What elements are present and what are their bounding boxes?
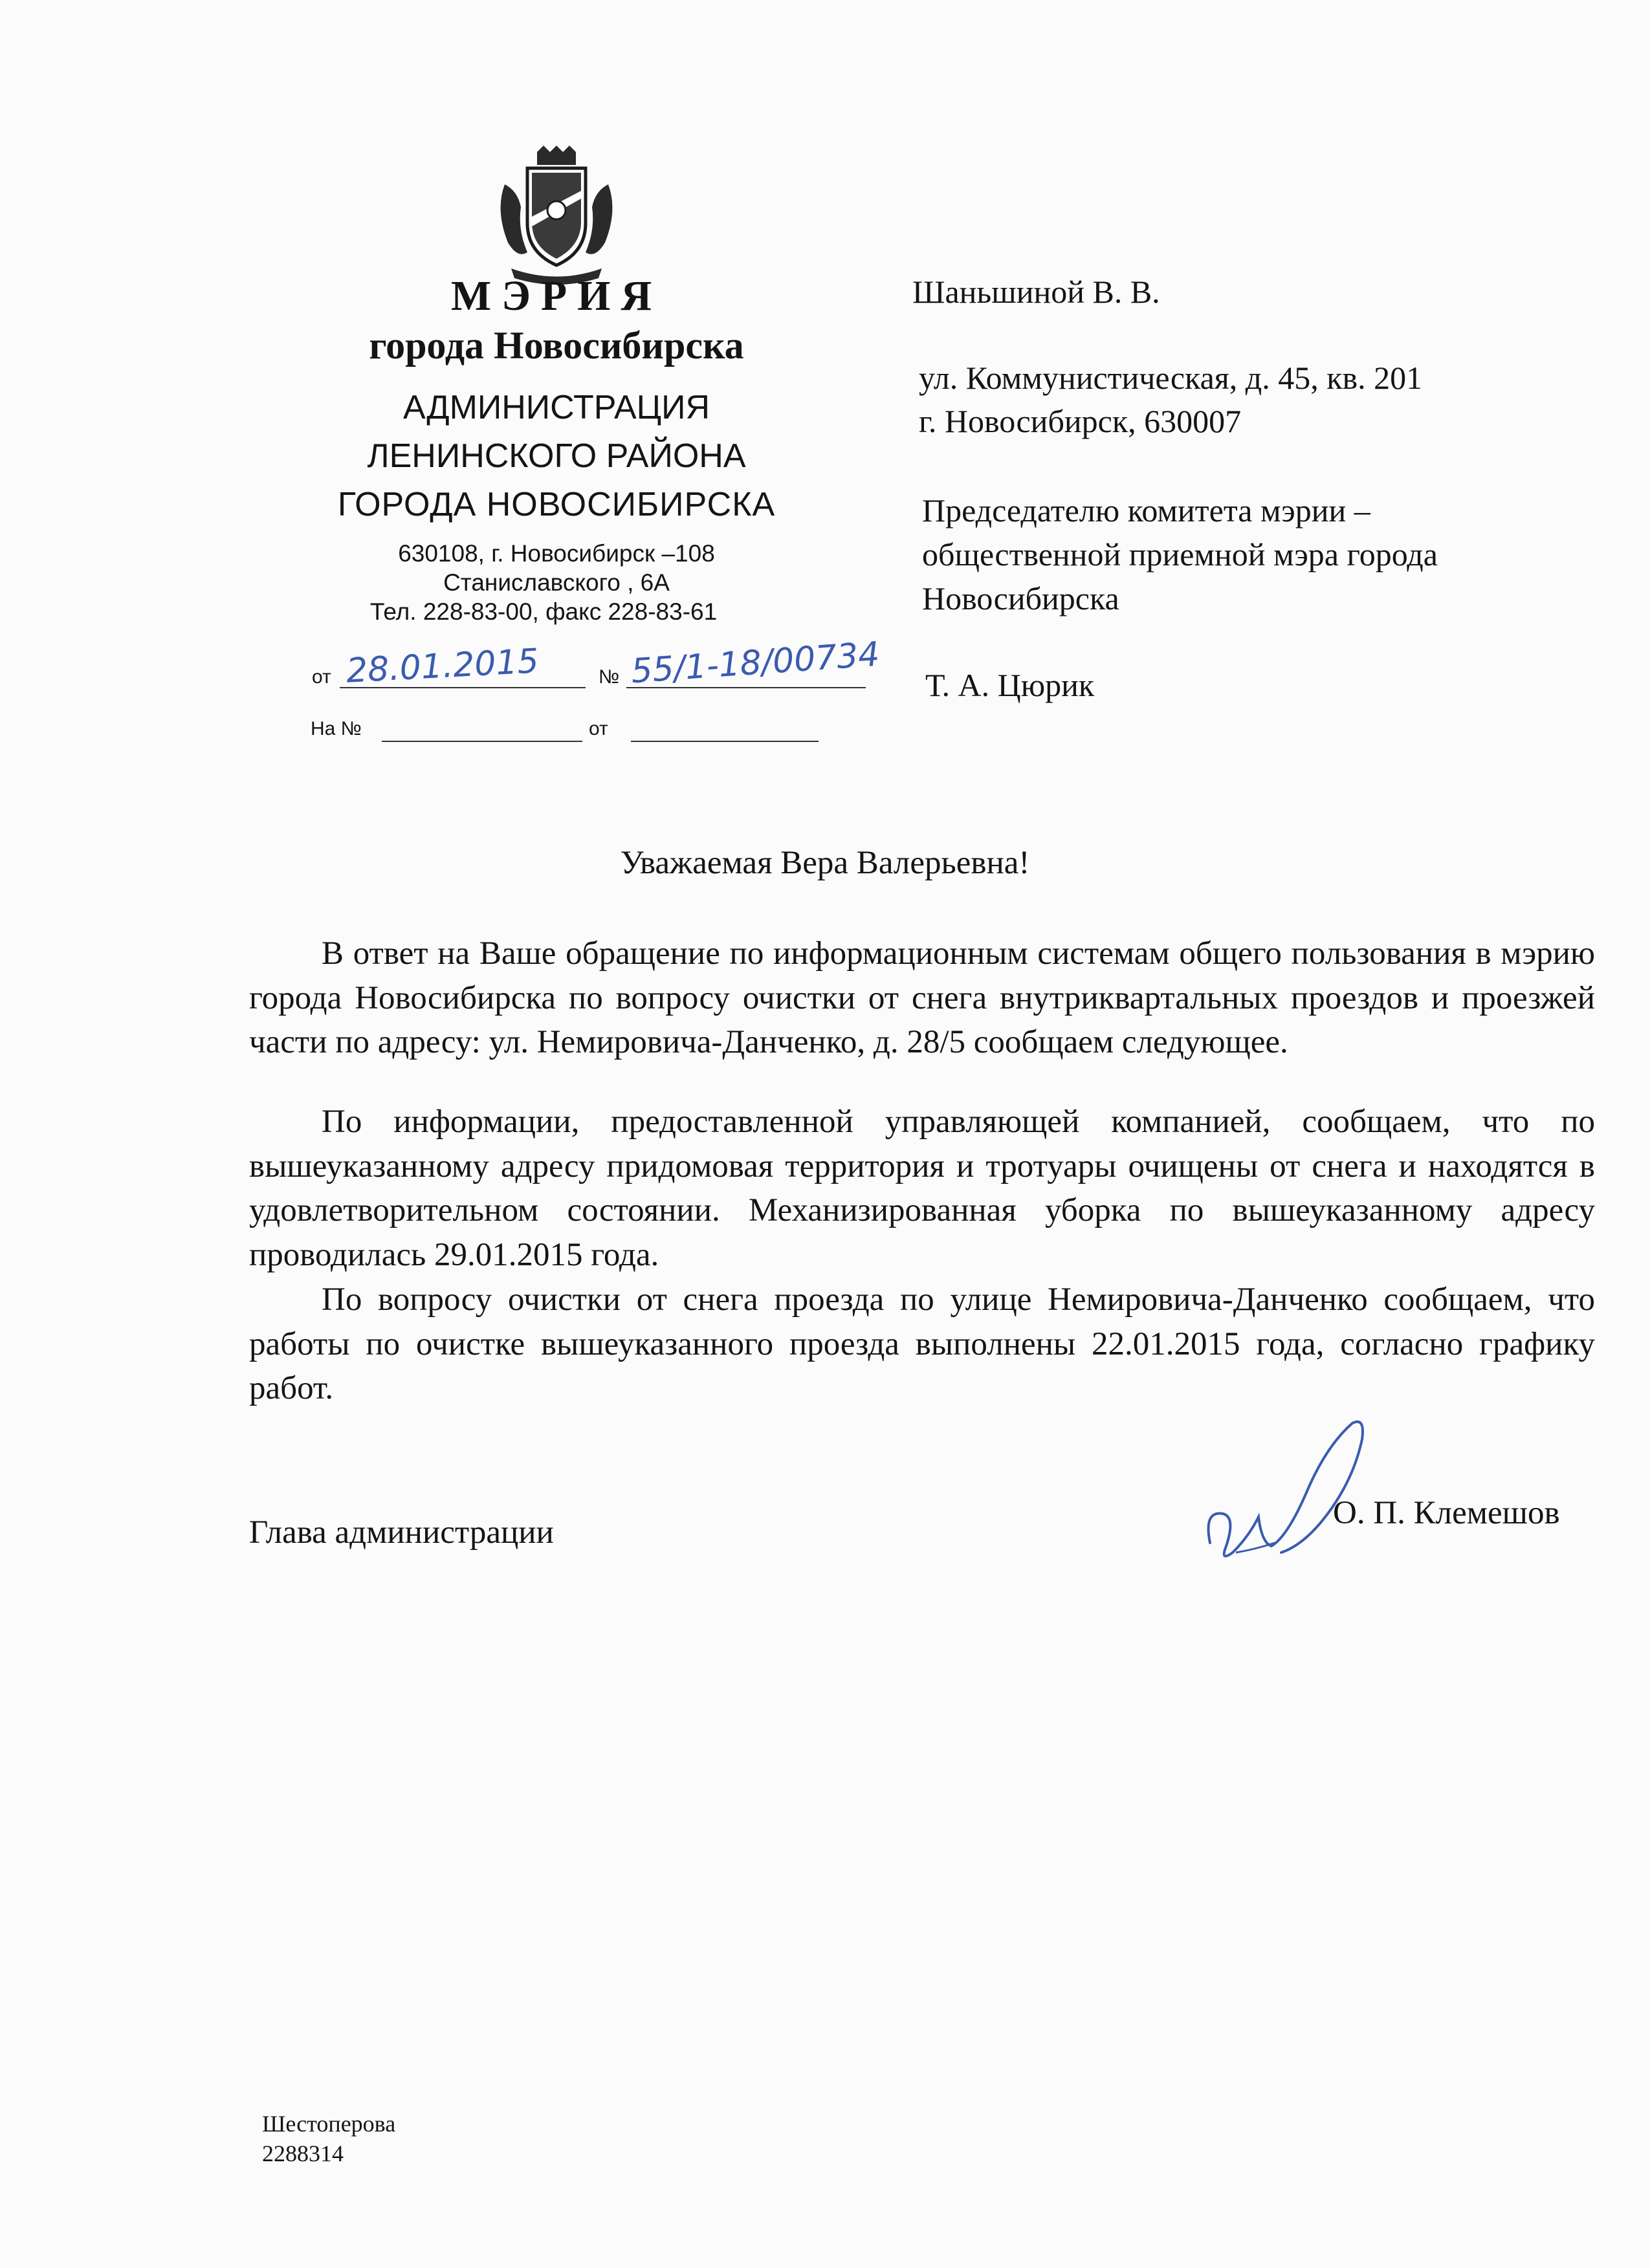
signatory-name: О. П. Клемешов xyxy=(1333,1495,1560,1531)
reply-to-number-label: На № xyxy=(311,718,362,739)
coat-of-arms-icon xyxy=(492,146,621,285)
body-paragraph-1: В ответ на Ваше обращение по информационным системам общего пользования в мэрию города Новосибирска по вопросу очистки от снега внутриквартальных проездов и проезжей части по адресу: ул. Немировича-Данченко, д. 28/5 сообщаем следующее. xyxy=(249,935,1595,1060)
recipient-name: Шаньшиной В. В. xyxy=(912,274,1160,310)
copy-recipient-line-3: Новосибирска xyxy=(922,580,1119,616)
copy-recipient-line-1: Председателю комитета мэрии – xyxy=(922,492,1370,529)
executor-name: Шестоперова xyxy=(262,2111,396,2137)
body-paragraph-3: По вопросу очистки от снега проезда по улице Немировича-Данченко сообщаем, что работы по очистке вышеуказанного проезда выполнены 22.01.2015 года, согласно графику работ. xyxy=(249,1281,1595,1406)
administration-line-2: ЛЕНИНСКОГО РАЙОНА xyxy=(367,437,746,475)
registration-number-label: № xyxy=(599,666,620,688)
letterhead-address-line-2: Станиславского , 6А xyxy=(443,569,670,596)
copy-recipient-line-2: общественной приемной мэра города xyxy=(922,536,1438,572)
administration-line-1: АДМИНИСТРАЦИЯ xyxy=(402,389,710,426)
signatory-title: Глава администрации xyxy=(249,1514,554,1551)
letterhead-address-line-1: 630108, г. Новосибирск –108 xyxy=(398,540,715,567)
reply-to-number-line xyxy=(382,741,582,742)
administration-line-3: ГОРОДА НОВОСИБИРСКА xyxy=(337,486,776,523)
greeting: Уважаемая Вера Валерьевна! xyxy=(620,845,1030,881)
registration-date-handwritten: 28.01.2015 xyxy=(345,642,540,691)
letterhead-phone: Тел. 228-83-00, факс 228-83-61 xyxy=(369,598,718,625)
reply-from-label: от xyxy=(589,718,608,739)
registration-number-handwritten: 55/1-18/00734 xyxy=(630,635,881,692)
recipient-street: ул. Коммунистическая, д. 45, кв. 201 xyxy=(919,360,1423,396)
mayor-office-title: МЭРИЯ xyxy=(450,272,663,320)
city-title: города Новосибирска xyxy=(369,324,744,367)
executor-phone: 2288314 xyxy=(262,2141,344,2166)
copy-recipient-name: Т. А. Цюрик xyxy=(925,667,1095,703)
registration-date-label: от xyxy=(312,666,331,688)
body-paragraph-2: По информации, предоставленной управляющей компанией, сообщаем, что по вышеуказанному адресу придомовая территория и тротуары очищены от снега и находятся в удовлетворительном состоянии. Механизированная уборка по вышеуказанному адресу проводилась 29.01.2015 года. xyxy=(249,1104,1595,1273)
reply-from-line xyxy=(631,741,819,742)
recipient-city: г. Новосибирск, 630007 xyxy=(919,403,1242,439)
